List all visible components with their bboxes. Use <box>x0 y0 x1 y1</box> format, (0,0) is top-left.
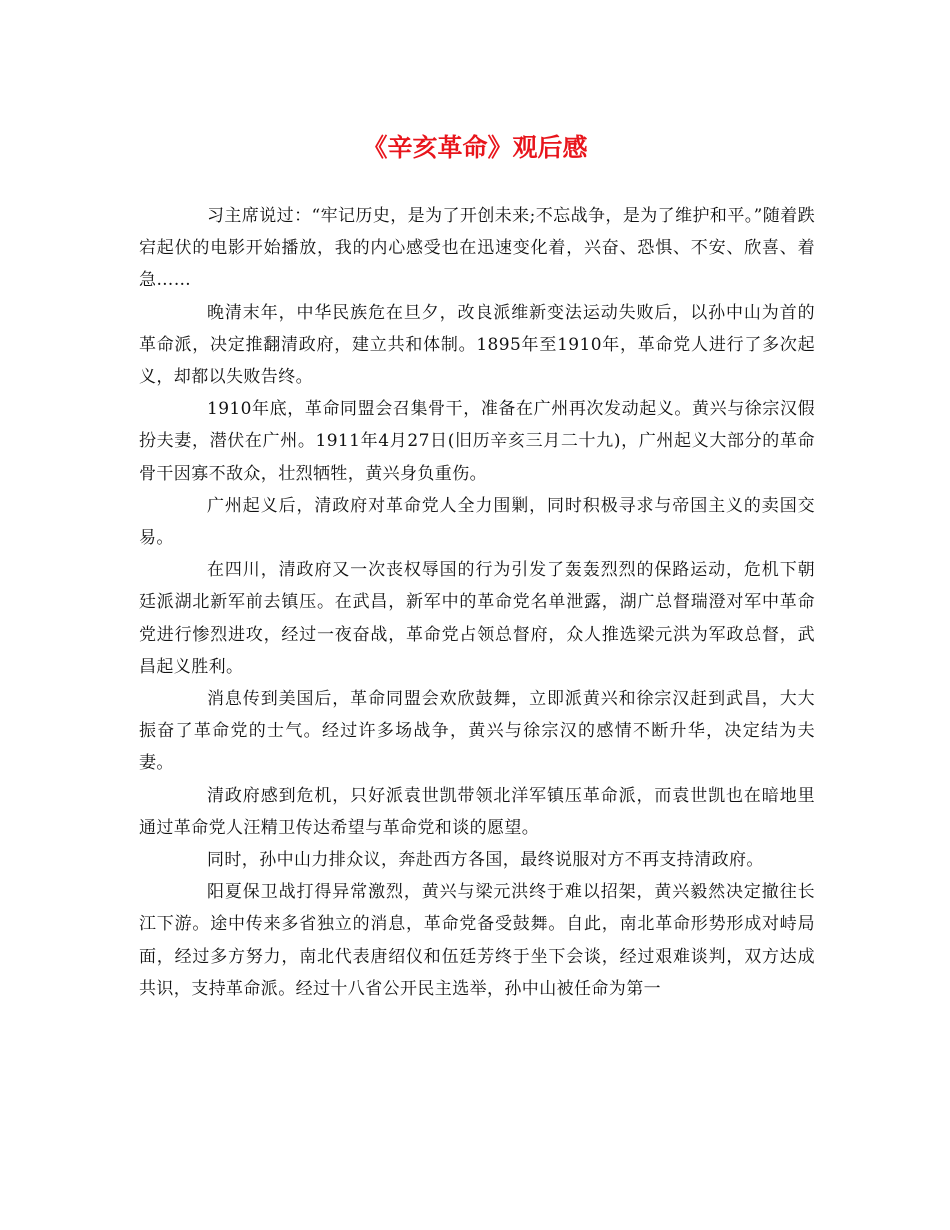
paragraph: 消息传到美国后，革命同盟会欢欣鼓舞，立即派黄兴和徐宗汉赶到武昌，大大振奋了革命党的士气。经过许多场战争，黄兴与徐宗汉的感情不断升华，决定结为夫妻。 <box>139 689 815 774</box>
document-title: 《辛亥革命》观后感 <box>362 133 588 162</box>
paragraph: 广州起义后，清政府对革命党人全力围剿，同时积极寻求与帝国主义的卖国交易。 <box>139 495 815 549</box>
paragraph: 晚清末年，中华民族危在旦夕，改良派维新变法运动失败后，以孙中山为首的革命派，决定推翻清政府，建立共和体制。1895年至1910年，革命党人进行了多次起义，却都以失败告终。 <box>139 302 815 388</box>
paragraph: 清政府感到危机，只好派袁世凯带领北洋军镇压革命派，而袁世凯也在暗地里通过革命党人汪精卫传达希望与革命党和谈的愿望。 <box>139 785 815 838</box>
paragraph: 阳夏保卫战打得异常激烈，黄兴与梁元洪终于难以招架，黄兴毅然决定撤往长江下游。途中传来多省独立的消息，革命党备受鼓舞。自此，南北革命形势形成对峙局面，经过多方努力，南北代表唐绍仪和伍廷芳终于坐下会谈，经过艰难谈判，双方达成共识，支持革命派。经过十八省公开民主选举，孙中山被任命为第一 <box>139 882 815 999</box>
paragraph: 同时，孙中山力排众议，奔赴西方各国，最终说服对方不再支持清政府。 <box>207 850 764 871</box>
paragraph: 习主席说过：“牢记历史，是为了开创未来;不忘战争，是为了维护和平。”随着跌宕起伏的电影开始播放，我的内心感受也在迅速变化着，兴奋、恐惧、不安、欣喜、着急…… <box>139 206 815 291</box>
paragraph: 在四川，清政府又一次丧权辱国的行为引发了轰轰烈烈的保路运动，危机下朝廷派湖北新军前去镇压。在武昌，新军中的革命党名单泄露，湖广总督瑞澄对军中革命党进行惨烈进攻，经过一夜奋战，革命党占领总督府，众人推选梁元洪为军政总督，武昌起义胜利。 <box>139 560 815 677</box>
paragraph: 1910年底，革命同盟会召集骨干，准备在广州再次发动起义。黄兴与徐宗汉假扮夫妻，潜伏在广州。1911年4月27日(旧历辛亥三月二十九)，广州起义大部分的革命骨干因寡不敌众，壮烈牺牲，黄兴身负重伤。 <box>139 399 815 484</box>
document-body <box>139 200 815 1005</box>
